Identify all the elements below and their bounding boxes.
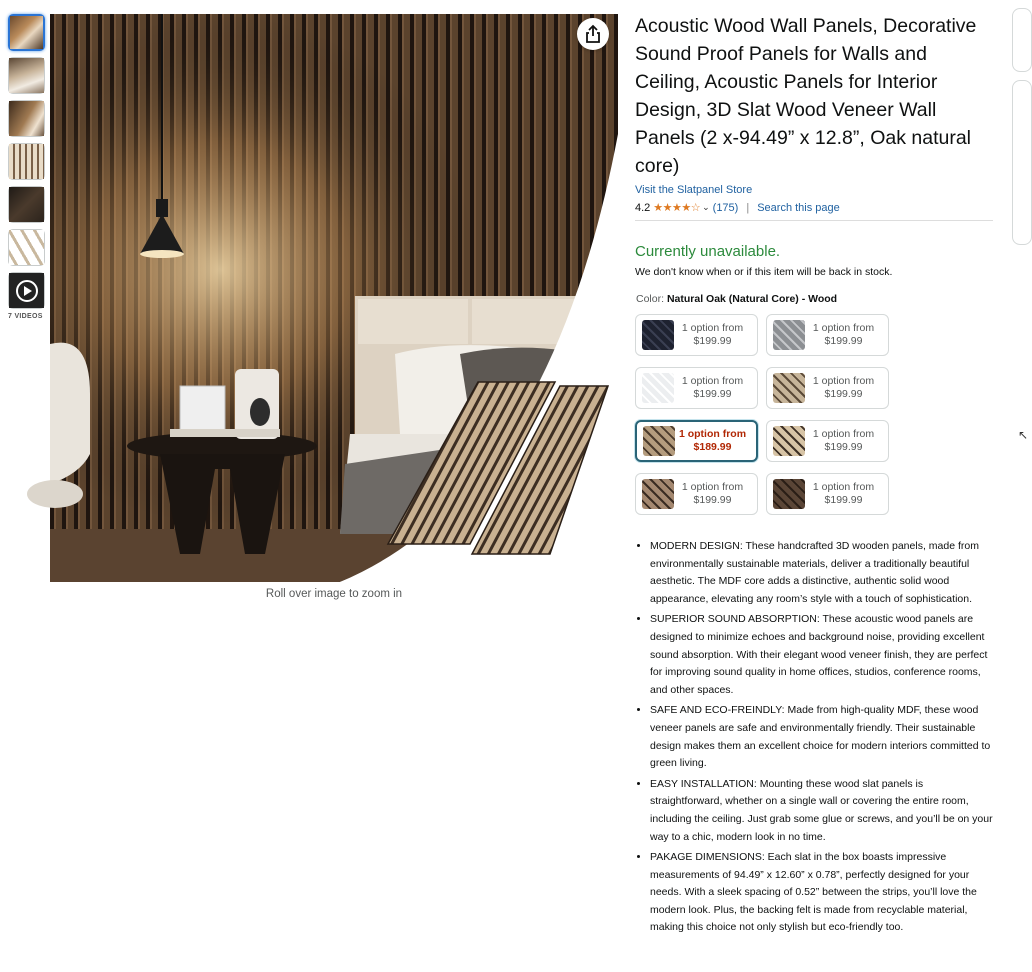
color-swatch-option[interactable] [635,473,758,515]
rating-value: 4.2 [635,201,651,214]
videos-count-label[interactable]: 7 VIDEOS [8,313,43,320]
swatch-image [773,373,805,403]
product-photo [50,14,618,582]
swatch-price-text [805,481,882,507]
color-swatch-option[interactable] [635,420,758,462]
share-icon [585,25,601,43]
thumbnail-image-1[interactable] [8,14,45,51]
store-link[interactable]: Visit the Slatpanel Store [635,184,753,196]
swatch-option-label: 1 option from [812,481,875,493]
swatch-option-label: 1 option from [681,322,744,334]
availability-status: Currently unavailable. [635,243,781,260]
swatch-price-text [674,375,751,401]
product-title: Acoustic Wood Wall Panels, Decorative Sound Proof Panels for Walls and Ceiling, Acoustic Panels for Interior Design, 3D Slat Wood Veneer Wall Panels (2 x-94.49” x 12.8”, Oak natural core) [635,15,977,177]
feature-bullets [635,538,993,937]
share-button[interactable] [577,18,609,50]
chevron-down-icon[interactable]: ⌄ [702,202,710,212]
thumbnail-image-4[interactable] [8,143,45,180]
swatch-image [642,373,674,403]
swatch-price: $189.99 [693,441,732,453]
search-page-link[interactable]: Search this page [757,201,840,214]
swatch-option-label: 1 option from [678,428,747,440]
feature-bullet: • MODERN DESIGN: These handcrafted 3D wooden panels, made from environmentally sustainable materials, deliver a traditionally beautiful aesthetic. The MDF core adds a distinctive, authentic solid wood appearance, elevating any room’s style with a touch of sophistication. [650,538,993,608]
color-label: Color: [636,293,665,305]
color-swatch-option[interactable] [766,314,889,356]
mouse-cursor-icon: ↖ [1018,428,1029,442]
swatch-image [642,320,674,350]
thumbnail-strip [8,14,46,320]
rating-row [635,201,993,214]
swatch-price-text [805,322,882,348]
swatch-price: $199.99 [693,335,732,347]
swatch-price: $199.99 [824,441,863,453]
color-swatch-option[interactable] [635,314,758,356]
swatch-price-text [805,428,882,454]
color-swatch-option[interactable] [766,367,889,409]
swatch-image [773,479,805,509]
feature-bullet: • SUPERIOR SOUND ABSORPTION: These acoustic wood panels are designed to minimize echoes and background noise, providing excellent sound absorption. With their elegant wood veneer finish, they are perfect for improving sound quality in home offices, studios, conference rooms, and other spaces. [650,611,993,699]
thumbnail-image-6[interactable] [8,229,45,266]
swatch-price-text [674,481,751,507]
selected-color-value: Natural Oak (Natural Core) - Wood [666,293,838,305]
zoom-hint: Roll over image to zoom in [265,588,403,600]
thumbnail-image-2[interactable] [8,57,45,94]
feature-bullet: • EASY INSTALLATION: Mounting these wood slat panels is straightforward, whether on a single wall or covering the entire room, including the ceiling. Just grab some glue or screws, and you’ll be on your way to a chic, modern look in no time. [650,776,993,846]
swatch-price: $199.99 [824,494,863,506]
product-info [635,12,993,940]
swatch-price: $199.99 [693,388,732,400]
color-swatch-option[interactable] [766,420,889,462]
thumbnail-image-5[interactable] [8,186,45,223]
thumbnail-image-3[interactable] [8,100,45,137]
swatch-price-text [675,428,750,454]
swatch-price: $199.99 [693,494,732,506]
main-product-image[interactable] [50,14,618,582]
reviews-count-link[interactable]: (175) [712,201,739,214]
divider [635,220,993,221]
thumbnail-video[interactable] [8,272,45,309]
swatch-option-label: 1 option from [812,322,875,334]
swatch-image [642,479,674,509]
swatch-option-label: 1 option from [681,481,744,493]
swatch-image [643,426,675,456]
swatch-price-text [674,322,751,348]
side-panel [1012,80,1032,245]
color-swatch-option[interactable] [766,473,889,515]
star-rating-icon[interactable]: ★★★★☆ [653,202,701,214]
feature-bullet: • PAKAGE DIMENSIONS: Each slat in the box boasts impressive measurements of 94.49” x 12.60” x 0.78”, perfectly designed for your needs. With a sleek spacing of 0.52” between the strips, you’ll love the modern look. Plus, the backing felt is made from recyclable material, making this choice not only stylish but eco-friendly too. [650,849,993,937]
swatch-option-label: 1 option from [812,375,875,387]
feature-bullet: • SAFE AND ECO-FREINDLY: Made from high-quality MDF, these wood veneer panels are safe and environmentally friendly. Their sustainable design makes them an excellent choice for modern interiors committed to green living. [650,702,993,772]
swatch-option-label: 1 option from [812,428,875,440]
swatch-price: $199.99 [824,335,863,347]
color-swatch-option[interactable] [635,367,758,409]
swatch-option-label: 1 option from [681,375,744,387]
side-panel [1012,8,1032,72]
color-selection-label [635,293,993,305]
swatch-image [773,426,805,456]
swatch-price-text [805,375,882,401]
color-swatch-grid [635,314,993,515]
swatch-price: $199.99 [824,388,863,400]
swatch-image [773,320,805,350]
separator: | [746,201,750,214]
stock-message: We don't know when or if this item will be back in stock. [635,266,893,278]
play-icon [16,280,38,302]
